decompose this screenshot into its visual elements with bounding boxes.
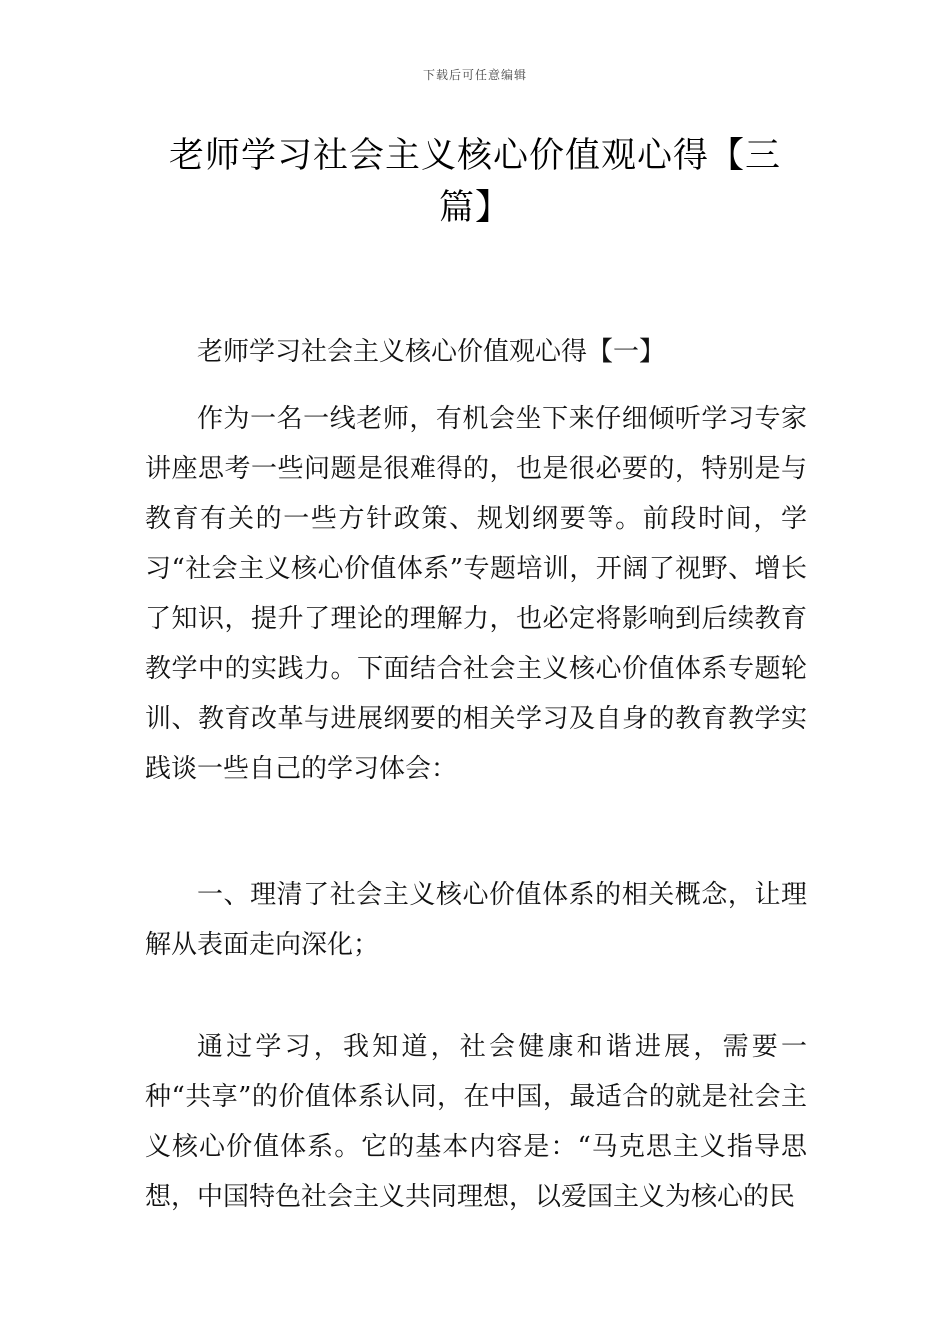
section-heading: 老师学习社会主义核心价值观心得【一】	[197, 337, 666, 367]
paragraph-intro: 作为一名一线老师，有机会坐下来仔细倾听学习专家讲座思考一些问题是很难得的，也是很必要的，特别是与教育有关的一些方针政策、规划纲要等。前段时间，学习“社会主义核心价值体系”专题培训，开阔了视野、增长了知识，提升了理论的理解力，也必定将影响到后续教育教学中的实践力。下面结合社会主义核心价值体系专题轮训、教育改革与进展纲要的相关学习及自身的教育教学实践谈一些自己的学习体会：	[145, 404, 807, 784]
paragraph-point-one: 一、理清了社会主义核心价值体系的相关概念，让理解从表面走向深化；	[145, 880, 807, 960]
header-note: 下载后可任意编辑	[422, 68, 527, 82]
paragraph-learning: 通过学习，我知道，社会健康和谐进展，需要一种“共享”的价值体系认同，在中国，最适合的就是社会主义核心价值体系。它的基本内容是：“马克思主义指导思想，中国特色社会主义共同理想，以爱国主义为核心的民	[145, 1032, 807, 1212]
document-title: 老师学习社会主义核心价值观心得【三篇】	[168, 136, 781, 228]
